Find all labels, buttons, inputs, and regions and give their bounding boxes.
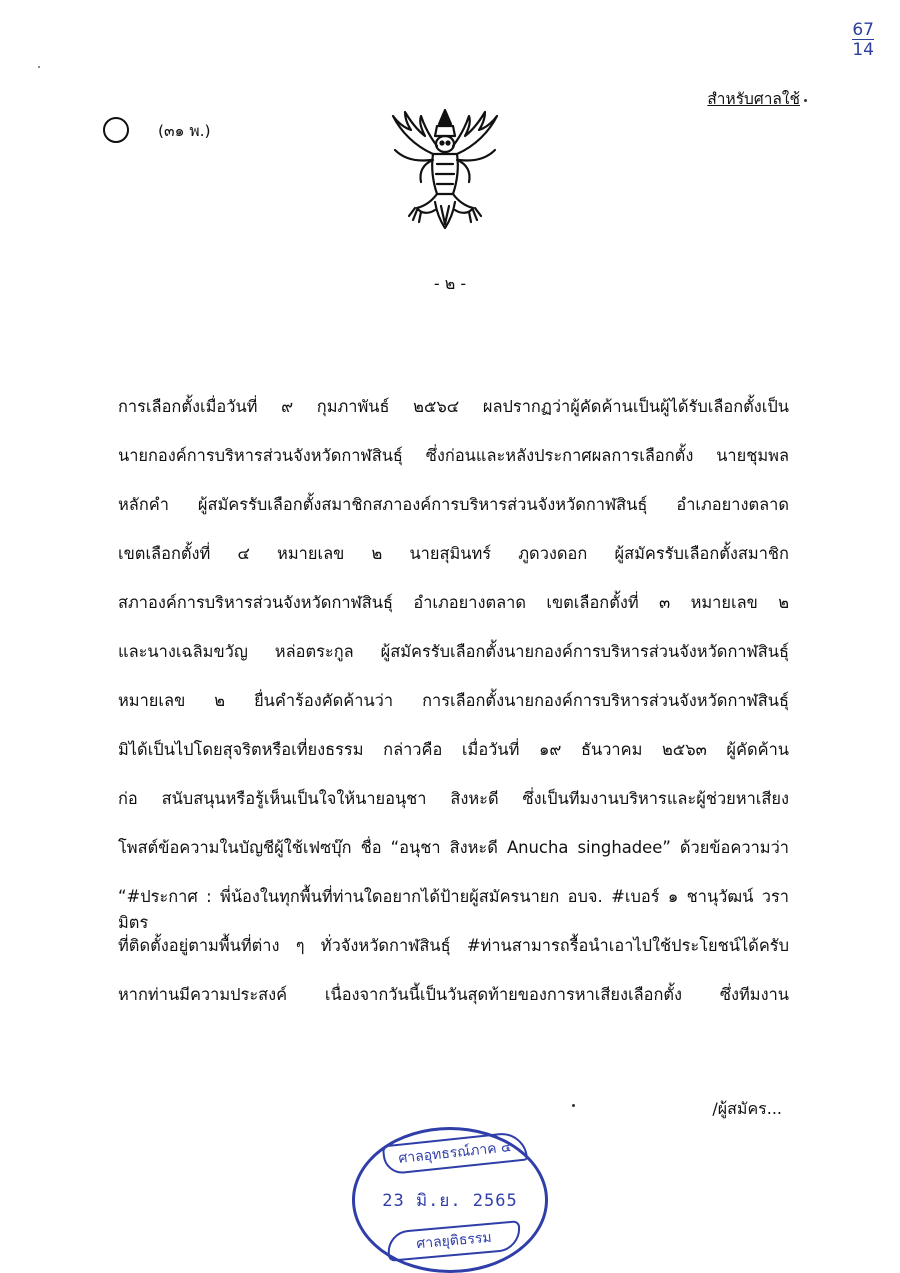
court-received-stamp xyxy=(352,1127,548,1273)
for-court-use-label: สำหรับศาลใช้ xyxy=(707,90,800,108)
stamp-bottom-text: ศาลยุติธรรม xyxy=(386,1220,522,1262)
body-line: หากท่านมีความประสงค์ เนื่องจากวันนี้เป็นวันสุดท้ายของการหาเสียงเลือกตั้ง ซึ่งทีมงาน xyxy=(118,985,789,1004)
stamp-date: 23 มิ.ย. 2565 xyxy=(382,1191,518,1211)
page-number: - ๒ - xyxy=(433,274,467,293)
page-mark-top: 67 xyxy=(852,20,874,40)
page-mark-bottom: 14 xyxy=(852,40,874,60)
form-code: (๓๑ พ.) xyxy=(158,122,211,140)
body-line: และนางเฉลิมขวัญ หล่อตระกูล ผู้สมัครรับเลือกตั้งนายกองค์การบริหารส่วนจังหวัดกาฬสินธุ์ xyxy=(118,642,789,661)
mark-dot xyxy=(572,1104,575,1107)
mark-dot xyxy=(38,66,40,68)
body-line: หมายเลข ๒ ยื่นคำร้องคัดค้านว่า การเลือกตั้งนายกองค์การบริหารส่วนจังหวัดกาฬสินธุ์ xyxy=(118,691,789,710)
document-body xyxy=(118,394,789,1031)
handwritten-page-mark xyxy=(852,22,874,58)
circle-icon xyxy=(103,117,129,143)
body-line: เขตเลือกตั้งที่ ๔ หมายเลข ๒ นายสุมินทร์ ภูดวงดอก ผู้สมัครรับเลือกตั้งสมาชิก xyxy=(118,544,789,563)
mark-dot xyxy=(804,99,807,102)
body-line: สภาองค์การบริหารส่วนจังหวัดกาฬสินธุ์ อำเภอยางตลาด เขตเลือกตั้งที่ ๓ หมายเลข ๒ xyxy=(118,593,789,612)
continuation-text: /ผู้สมัคร... xyxy=(712,1099,782,1118)
stamp-top-text: ศาลอุทธรณ์ภาค ๔ xyxy=(382,1131,528,1176)
garuda-emblem-icon xyxy=(375,102,515,242)
body-line: นายกองค์การบริหารส่วนจังหวัดกาฬสินธุ์ ซึ่งก่อนและหลังประกาศผลการเลือกตั้ง นายชุมพล xyxy=(118,446,789,465)
body-line: หลักคำ ผู้สมัครรับเลือกตั้งสมาชิกสภาองค์การบริหารส่วนจังหวัดกาฬสินธุ์ อำเภอยางตลาด xyxy=(118,495,789,514)
body-line: มิได้เป็นไปโดยสุจริตหรือเที่ยงธรรม กล่าวคือ เมื่อวันที่ ๑๙ ธันวาคม ๒๕๖๓ ผู้คัดค้าน xyxy=(118,740,789,759)
body-line: ที่ติดตั้งอยู่ตามพื้นที่ต่าง ๆ ทั่วจังหวัดกาฬสินธุ์ #ท่านสามารถรื้อนำเอาไปใช้ประโยชน์ได้ครับ xyxy=(118,936,789,955)
body-line: ก่อ สนับสนุนหรือรู้เห็นเป็นใจให้นายอนุชา สิงหะดี ซึ่งเป็นทีมงานบริหารและผู้ช่วยหาเสียง xyxy=(118,789,789,808)
body-line: โพสต์ข้อความในบัญชีผู้ใช้เฟซบุ๊ก ชื่อ “อนุชา สิงหะดี Anucha singhadee” ด้วยข้อความว่า xyxy=(118,838,789,857)
body-line: “#ประกาศ : พี่น้องในทุกพื้นที่ท่านใดอยากได้ป้ายผู้สมัครนายก อบจ. #เบอร์ ๑ ชานุวัฒน์ วรามิตร xyxy=(118,887,789,932)
body-line: การเลือกตั้งเมื่อวันที่ ๙ กุมภาพันธ์ ๒๕๖๔ ผลปรากฏว่าผู้คัดค้านเป็นผู้ได้รับเลือกตั้งเป็น xyxy=(118,397,789,416)
